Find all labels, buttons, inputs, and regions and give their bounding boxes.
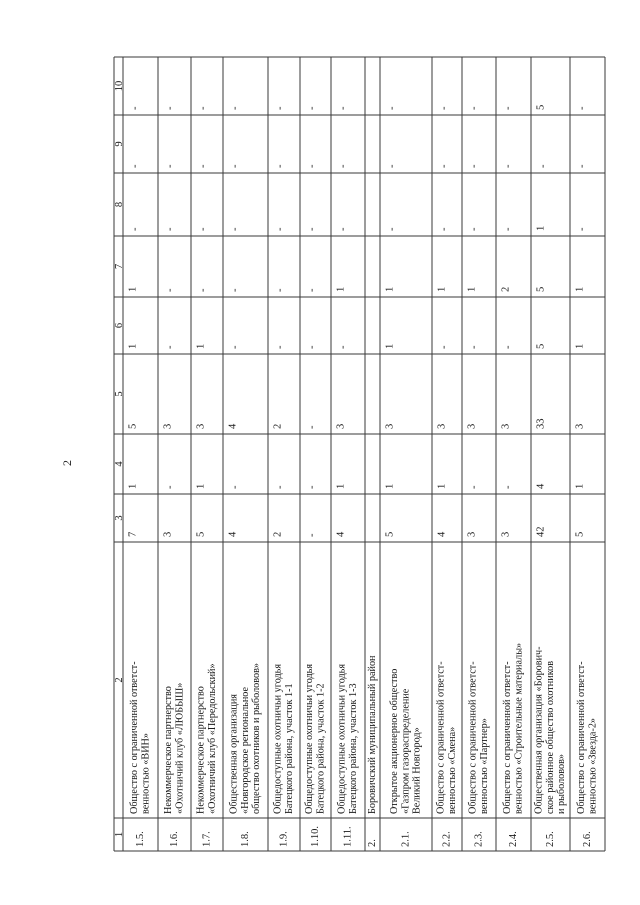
table-row bbox=[304, 106, 326, 847]
value-cell: 5 bbox=[574, 531, 586, 537]
dash-cell: - bbox=[306, 425, 318, 429]
dash-cell: - bbox=[274, 485, 286, 489]
dash-cell: - bbox=[229, 164, 241, 168]
dash-cell: - bbox=[502, 345, 514, 349]
dash-cell: - bbox=[502, 227, 514, 231]
org-name-line: «Охотничий клуб «ЛЮБЫШ» bbox=[174, 682, 186, 814]
dash-cell: - bbox=[576, 106, 588, 110]
table-row bbox=[534, 105, 567, 847]
org-name-line: Батецкого района, участок 1-2 bbox=[315, 683, 327, 814]
value-cell: 1 bbox=[574, 343, 586, 349]
dash-cell: - bbox=[502, 164, 514, 168]
org-name-line: «Новгородское региональное bbox=[239, 686, 251, 814]
org-name-line: Некоммерческое партнерство bbox=[195, 686, 207, 814]
value-cell: 4 bbox=[227, 423, 239, 429]
dash-cell: - bbox=[274, 164, 286, 168]
dash-cell: - bbox=[229, 106, 241, 110]
table-row bbox=[272, 106, 295, 847]
dash-cell: - bbox=[337, 106, 349, 110]
org-name-line: Открытое акционерное общество bbox=[389, 668, 401, 814]
value-cell: 4 bbox=[335, 531, 347, 537]
row-number: 2.6. bbox=[581, 831, 593, 847]
header-cell: 2 bbox=[113, 677, 125, 683]
dash-cell: - bbox=[129, 106, 141, 110]
value-cell: 1 bbox=[574, 286, 586, 292]
dash-cell: - bbox=[502, 485, 514, 489]
value-cell: 1 bbox=[195, 343, 207, 349]
dash-cell: - bbox=[229, 288, 241, 292]
header-cell: 8 bbox=[113, 201, 125, 208]
org-name-line: Общественная организация bbox=[228, 694, 240, 814]
value-cell: 1 bbox=[127, 286, 139, 292]
dash-cell: - bbox=[438, 164, 450, 168]
value-cell: 3 bbox=[500, 423, 512, 429]
value-cell: 1 bbox=[384, 286, 396, 292]
header-cell: 9 bbox=[113, 141, 125, 147]
row-number: 2.4. bbox=[507, 831, 519, 847]
org-name-line: венностью «Партнер» bbox=[478, 718, 490, 814]
dash-cell: - bbox=[274, 345, 286, 349]
org-name-line: Некоммерческое партнерство bbox=[163, 686, 175, 814]
dash-cell: - bbox=[164, 288, 176, 292]
dash-cell: - bbox=[164, 345, 176, 349]
dash-cell: - bbox=[306, 288, 318, 292]
value-cell: 7 bbox=[127, 531, 139, 537]
value-cell: 3 bbox=[162, 423, 174, 429]
table-grid bbox=[114, 57, 605, 851]
value-cell: 1 bbox=[195, 483, 207, 489]
dash-cell: - bbox=[386, 164, 398, 168]
value-cell: 5 bbox=[535, 286, 547, 292]
dash-cell: - bbox=[468, 345, 480, 349]
value-cell: 3 bbox=[195, 423, 207, 429]
dash-cell: - bbox=[164, 227, 176, 231]
org-name-line: Общество с ограниченной ответст- bbox=[435, 661, 447, 814]
row-number: 1.9. bbox=[278, 831, 290, 847]
org-name-line: Боровичский муниципальный район bbox=[366, 655, 378, 814]
org-name-line: Общество с ограниченной ответст- bbox=[576, 661, 588, 814]
dash-cell: - bbox=[164, 106, 176, 110]
value-cell: 1 bbox=[535, 225, 547, 231]
value-cell: 42 bbox=[535, 526, 547, 537]
table-body bbox=[127, 105, 598, 847]
value-cell: 1 bbox=[466, 286, 478, 292]
row-number: 2.3. bbox=[473, 831, 485, 847]
header-cell: 5 bbox=[113, 391, 125, 397]
row-number: 2.2. bbox=[441, 831, 453, 847]
org-name-line: Общество с ограниченной ответст- bbox=[502, 661, 514, 814]
header-cell: 10 bbox=[113, 80, 125, 92]
value-cell: 4 bbox=[227, 531, 239, 537]
dash-cell: - bbox=[438, 106, 450, 110]
org-name-line: Батецкого района, участок 1-1 bbox=[283, 683, 295, 814]
header-cell: 7 bbox=[113, 263, 125, 270]
dash-cell: - bbox=[229, 485, 241, 489]
dash-cell: - bbox=[576, 227, 588, 231]
header-cell: 3 bbox=[113, 515, 125, 521]
value-cell: 1 bbox=[335, 483, 347, 489]
table-row bbox=[227, 106, 262, 847]
org-name-line: венностью «Строительные материалы» bbox=[513, 642, 525, 814]
table-row bbox=[384, 106, 422, 847]
value-cell: 2 bbox=[272, 531, 284, 537]
value-cell: 5 bbox=[535, 104, 547, 110]
org-name-line: «Охотничий клуб «Передольский» bbox=[206, 663, 218, 814]
value-cell: 3 bbox=[335, 423, 347, 429]
value-cell: 2 bbox=[500, 286, 512, 292]
row-number: 2.1. bbox=[400, 831, 412, 847]
value-cell: 5 bbox=[535, 343, 547, 349]
org-name-line: Общедоступные охотничьи угодья bbox=[304, 663, 316, 814]
org-name-line: Великий Новгород» bbox=[411, 727, 423, 814]
value-cell: 1 bbox=[384, 343, 396, 349]
value-cell: 1 bbox=[384, 483, 396, 489]
org-name-line: ское районное общество охотников bbox=[544, 660, 556, 814]
dash-cell: - bbox=[229, 345, 241, 349]
dash-cell: - bbox=[306, 106, 318, 110]
value-cell: 1 bbox=[335, 286, 347, 292]
org-name-line: Общедоступные охотничьи угодья bbox=[336, 663, 348, 814]
header-cell: 4 bbox=[113, 461, 125, 467]
value-cell: 1 bbox=[574, 483, 586, 489]
dash-cell: - bbox=[197, 106, 209, 110]
value-cell: 1 bbox=[436, 286, 448, 292]
dash-cell: - bbox=[306, 485, 318, 489]
dash-cell: - bbox=[164, 164, 176, 168]
value-cell: 3 bbox=[466, 531, 478, 537]
org-name-line: Общественная организация «Борович- bbox=[533, 646, 545, 814]
org-name-line: венностью «ВИН» bbox=[140, 733, 152, 814]
org-name-line: Общество с ограниченной ответст- bbox=[467, 661, 479, 814]
dash-cell: - bbox=[337, 345, 349, 349]
dash-cell: - bbox=[468, 227, 480, 231]
value-cell: 1 bbox=[127, 343, 139, 349]
org-name-line: Общество с ограниченной ответст- bbox=[129, 661, 141, 814]
dash-cell: - bbox=[337, 164, 349, 168]
value-cell: 3 bbox=[500, 531, 512, 537]
page-number: 2 bbox=[60, 460, 74, 466]
org-name-line: общество охотников и рыболовов» bbox=[251, 663, 263, 814]
value-cell: 4 bbox=[535, 483, 547, 489]
org-name-line: «Газпром газораспределение bbox=[400, 688, 412, 814]
dash-cell: - bbox=[306, 164, 318, 168]
dash-cell: - bbox=[337, 227, 349, 231]
row-number: 2. bbox=[366, 839, 378, 847]
value-cell: 5 bbox=[384, 531, 396, 537]
value-cell: 5 bbox=[195, 531, 207, 537]
row-number: 1.11. bbox=[342, 826, 354, 847]
dash-cell: - bbox=[438, 227, 450, 231]
dash-cell: - bbox=[438, 345, 450, 349]
value-cell: 33 bbox=[535, 418, 547, 429]
table-row bbox=[335, 106, 359, 847]
org-name-line: венностью «Звезда-2» bbox=[587, 717, 599, 814]
dash-cell: - bbox=[164, 485, 176, 489]
value-cell: 2 bbox=[272, 423, 284, 429]
table-row bbox=[162, 106, 185, 847]
value-cell: 3 bbox=[162, 531, 174, 537]
dash-cell: - bbox=[306, 227, 318, 231]
dash-cell: - bbox=[274, 288, 286, 292]
dash-cell: - bbox=[229, 227, 241, 231]
row-number: 1.5. bbox=[134, 831, 146, 847]
header-cell: 1 bbox=[113, 831, 125, 838]
value-cell: 5 bbox=[127, 423, 139, 429]
org-name-line: и рыболовов» bbox=[556, 754, 568, 814]
value-cell: 1 bbox=[127, 483, 139, 489]
dash-cell: - bbox=[129, 227, 141, 231]
dash-cell: - bbox=[306, 533, 318, 537]
table-row bbox=[436, 106, 458, 847]
dash-cell: - bbox=[537, 164, 549, 168]
row-number: 1.10. bbox=[309, 826, 321, 847]
org-name-line: Батецкого района, участок 1-3 bbox=[347, 683, 359, 814]
dash-cell: - bbox=[468, 106, 480, 110]
table-row bbox=[195, 106, 218, 847]
row-number: 1.8. bbox=[239, 831, 251, 847]
dash-cell: - bbox=[306, 345, 318, 349]
dash-cell: - bbox=[468, 164, 480, 168]
row-number: 2.5. bbox=[544, 831, 556, 847]
value-cell: 3 bbox=[384, 423, 396, 429]
table-row bbox=[500, 106, 524, 847]
dash-cell: - bbox=[197, 164, 209, 168]
dash-cell: - bbox=[197, 288, 209, 292]
table-row bbox=[127, 106, 151, 847]
row-number: 1.6. bbox=[168, 831, 180, 847]
dash-cell: - bbox=[129, 164, 141, 168]
org-name-line: Общедоступные охотничьи угодья bbox=[272, 663, 284, 814]
value-cell: 4 bbox=[436, 531, 448, 537]
value-cell: 3 bbox=[436, 423, 448, 429]
dash-cell: - bbox=[502, 106, 514, 110]
dash-cell: - bbox=[274, 106, 286, 110]
table-row bbox=[574, 106, 598, 847]
org-name-line: венностью «Смена» bbox=[446, 726, 458, 814]
dash-cell: - bbox=[576, 164, 588, 168]
dash-cell: - bbox=[468, 485, 480, 489]
dash-cell: - bbox=[386, 106, 398, 110]
dash-cell: - bbox=[274, 227, 286, 231]
dash-cell: - bbox=[197, 227, 209, 231]
value-cell: 3 bbox=[574, 423, 586, 429]
value-cell: 1 bbox=[436, 483, 448, 489]
value-cell: 3 bbox=[466, 423, 478, 429]
table-row bbox=[466, 106, 490, 847]
dash-cell: - bbox=[386, 227, 398, 231]
row-number: 1.7. bbox=[201, 831, 213, 847]
header-cell: 6 bbox=[113, 322, 125, 329]
